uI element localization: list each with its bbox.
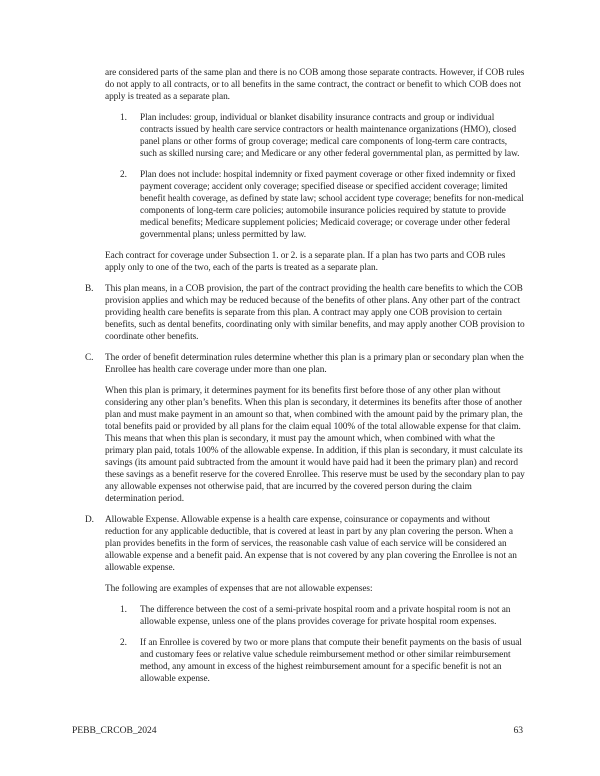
paragraph-primary-secondary: When this plan is primary, it determines payment for its benefits first before those of any other plan without considering any other plan’s benefits. When this plan is secondary, it determines its benefits after those of another plan and must make payment in an amount so that, when combined with the amount paid by the primary plan, the total benefits paid or provided by all plans for the claim equal 100% of the total allowable expense for that claim. This means that when this plan is secondary, it must pay the amount which, when combined with what the primary plan paid, totals 100% of the allowable expense. In addition, if this plan is secondary, it must calculate its savings (its amount paid subtracted from the amount it would have paid had it been the primary plan) and record these savings as a benefit reserve for the covered Enrollee. This reserve must be used by the secondary plan to pay any allowable expenses not otherwise paid, that are incurred by the covered person during the claim determination period. [105, 386, 525, 504]
lettered-item-c [85, 352, 525, 376]
list-item-example-reimbursement [120, 637, 525, 685]
list-marker: 2. [120, 170, 127, 180]
list-marker: 1. [120, 113, 127, 123]
list-item-text: This plan means, in a COB provision, the part of the contract providing the health care benefits to which the COB provision applies and which may be reduced because of the benefits of other plans. Any other part of the contract providing health care benefits is separate from this plan. A contract may apply one COB provision to certain benefits, such as dental benefits, coordinating only with similar benefits, and may apply another COB provision to coordinate other benefits. [105, 284, 525, 342]
list-item-text: Allowable Expense. Allowable expense is a health care expense, coinsurance or copayments and without reduction for any applicable deductible, that is covered at least in part by any plan covering the person. When a plan provides benefits in the form of services, the reasonable cash value of each service will be considered an allowable expense and a benefit paid. An expense that is not covered by any plan covering the Enrollee is not an allowable expense. [105, 515, 517, 573]
list-item-plan-includes [120, 112, 525, 160]
list-item-text: The order of benefit determination rules determine whether this plan is a primary plan or secondary plan when the Enrollee has health care coverage under more than one plan. [105, 353, 524, 375]
list-item-example-room [120, 604, 525, 628]
document-id: PEBB_CRCOB_2024 [72, 725, 157, 736]
list-item-plan-excludes [120, 169, 525, 241]
page-body [85, 67, 525, 694]
paragraph-each-contract: Each contract for coverage under Subsection 1. or 2. is a separate plan. If a plan has two parts and COB rules apply only to one of the two, each of the parts is treated as a separate plan. [105, 251, 506, 273]
page-footer [72, 725, 523, 737]
list-marker: B. [85, 284, 94, 294]
list-marker: 2. [120, 638, 127, 648]
list-item-text: If an Enrollee is covered by two or more plans that compute their benefit payments on the basis of usual and customary fees or relative value schedule reimbursement method or other similar reimbursement method, any amount in excess of the highest reimbursement amount for a specific benefit is not an allowable expense. [140, 638, 522, 684]
list-marker: D. [85, 515, 94, 525]
page-number: 63 [513, 725, 523, 736]
lettered-item-b [85, 283, 525, 343]
list-marker: 1. [120, 605, 127, 615]
list-item-text: The difference between the cost of a semi-private hospital room and a private hospital room is not an allowable expense, unless one of the plans provides coverage for private hospital room expenses. [140, 605, 511, 627]
lettered-item-d [85, 514, 525, 574]
paragraph-continuation: are considered parts of the same plan and there is no COB among those separate contracts. However, if COB rules do not apply to all contracts, or to all benefits in the same contract, the contract or benefit to which COB does not apply is treated as a separate plan. [105, 68, 525, 102]
list-item-text: Plan does not include: hospital indemnity or fixed payment coverage or other fixed indemnity or fixed payment coverage; accident only coverage; specified disease or specified accident coverage; limited benefit health coverage, as defined by state law; school accident type coverage; benefits for non-medical components of long-term care policies; automobile insurance policies required by statute to provide medical benefits; Medicare supplement policies; Medicaid coverage; or coverage under other federal governmental plans; unless permitted by law. [140, 170, 524, 240]
list-marker: C. [85, 353, 94, 363]
paragraph-examples-intro: The following are examples of expenses that are not allowable expenses: [105, 584, 373, 594]
list-item-text: Plan includes: group, individual or blanket disability insurance contracts and group or individual contracts issued by health care service contractors or health maintenance organizations (HMO), closed panel plans or other forms of group coverage; medical care components of long-term care contracts, such as skilled nursing care; and Medicare or any other federal governmental plan, as permitted by law. [140, 113, 520, 159]
